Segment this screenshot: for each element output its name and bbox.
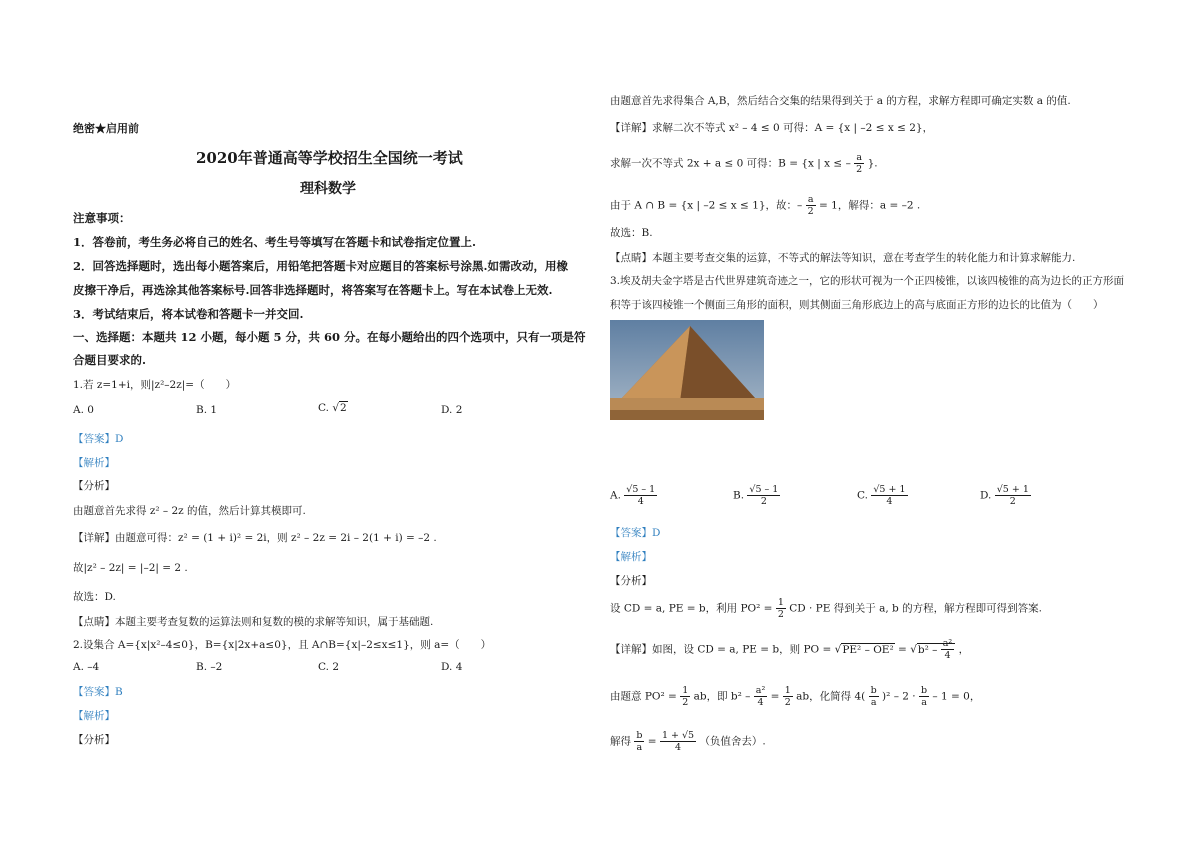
q1-option-d: D. 2 (441, 404, 463, 416)
q3-sol-post: （负值舍去）. (699, 735, 766, 748)
fraction-num (871, 484, 907, 496)
fraction-num-text: 5 – 1 (755, 484, 779, 495)
q3-option-b-label: B. (733, 489, 745, 502)
fraction-den: 2 (807, 206, 814, 217)
fraction (941, 638, 954, 661)
q2-fenxi-text: 由题意首先求得集合 A,B，然后结合交集的结果得到关于 a 的方程，求解方程即可确定实数 a 的值. (610, 95, 1071, 107)
note-3: 3．考试结束后，将本试卷和答题卡一并交回. (73, 307, 304, 321)
fraction-den: 4 (757, 697, 764, 708)
q1-option-b: B. 1 (196, 404, 218, 416)
note-2a: 2．回答选择题时，选出每小题答案后，用铅笔把答题卡对应题目的答案标号涂黑.如需改动，用橡 (73, 259, 569, 273)
fraction (869, 685, 879, 708)
q3-option-d-label: D. (980, 489, 992, 502)
fraction-num (624, 484, 657, 496)
question-3b: 积等于该四棱锥一个侧面三角形的面积，则其侧面三角形底边上的高与底面正方形的边长的比值为（ ） (610, 299, 1104, 311)
q2-fenxi: 【分析】 (73, 734, 115, 746)
q2-comment: 【点睛】本题主要考查交集的运算，不等式的解法等知识，意在考查学生的转化能力和计算求解能力. (610, 252, 1076, 264)
q3-option-a-label: A. (610, 489, 621, 502)
q2-detail-2 (610, 152, 878, 175)
sqrt-icon: √ (996, 484, 1003, 495)
fraction-den: 2 (760, 496, 767, 507)
q3-eq-mid2: = (770, 690, 780, 703)
fraction-den: a (636, 742, 643, 753)
fraction-den: 2 (856, 164, 863, 175)
q3-option-a (610, 484, 657, 507)
section-heading-b: 合题目要求的. (73, 353, 147, 367)
section-heading-a: 一、选择题：本题共 12 小题，每小题 5 分，共 60 分。在每小题给出的四个选项中，只有一项是符 (73, 330, 586, 344)
fraction-num: 1 (777, 597, 784, 608)
q1-jiexi: 【解析】 (73, 457, 115, 469)
q3-sol-pre: 解得 (610, 735, 631, 748)
fraction-num-text: 5 + 1 (1002, 484, 1029, 495)
q2-detail-3 (610, 194, 920, 217)
q1-conclusion: 故|z² – 2z| = |–2| = 2 . (73, 562, 188, 574)
fraction (747, 484, 780, 507)
q1-option-a: A. 0 (73, 404, 94, 416)
q1-fenxi: 【分析】 (73, 480, 115, 492)
q3-detail-sqrt2-pre: b² – (917, 643, 938, 656)
q3-eq-mid4: )² – 2 · (882, 690, 916, 703)
q3-detail-pre: 【详解】如图，设 CD = a, PE = b，则 PO = (610, 643, 832, 656)
q2-detail-2-pre: 求解一次不等式 2x + a ≤ 0 可得：B = {x | x ≤ – (610, 157, 851, 170)
fraction (680, 685, 690, 708)
fraction-num: 1 (682, 685, 689, 696)
q3-option-d (980, 484, 1031, 507)
q1-choose: 故选：D. (73, 591, 116, 603)
q3-detail-post: ， (958, 643, 970, 656)
note-1: 1．答卷前，考生务必将自己的姓名、考生号等填写在答题卡和试卷指定位置上. (73, 235, 477, 249)
fraction (806, 194, 816, 217)
fraction-den: a (870, 697, 877, 708)
fraction (919, 685, 929, 708)
fraction-num (995, 484, 1031, 496)
sqrt-icon: √ (910, 643, 917, 656)
fraction (871, 484, 907, 507)
fraction-num: a² (755, 685, 766, 696)
fraction-den: 4 (637, 496, 644, 507)
q3-detail-sqrt2 (917, 638, 955, 661)
pyramid-photo (610, 320, 764, 420)
fraction-den: 2 (777, 609, 784, 620)
note-2b: 皮擦干净后，再选涂其他答案标号.回答非选择题时，将答案写在答题卡上。写在本试卷上无效. (73, 283, 553, 297)
fraction (854, 152, 864, 175)
fraction-den: a (921, 697, 927, 708)
q2-detail-3-post: = 1，解得：a = –2 . (819, 199, 921, 212)
fraction-num: b (870, 685, 877, 696)
sqrt-icon: √ (749, 484, 756, 495)
q2-option-a: A. –4 (73, 661, 100, 673)
q3-setup (610, 597, 1042, 620)
fraction (634, 730, 644, 753)
q2-choose: 故选：B. (610, 227, 653, 239)
pyramid-icon (610, 320, 764, 420)
fraction-den: 4 (944, 650, 951, 661)
exam-title: 2020年普通高等学校招生全国统一考试 (196, 149, 463, 167)
q3-eq-mid3: ab，化简得 4( (796, 690, 866, 703)
q3-equation (610, 685, 980, 708)
fraction-num: a² (942, 638, 953, 649)
fraction-num-text: 5 – 1 (632, 484, 656, 495)
fraction-num: 1 + √5 (661, 730, 695, 741)
question-1: 1.若 z=1+i，则|z²–2z|=（ ） (73, 379, 237, 391)
q1-option-c-label: C. (318, 402, 329, 414)
q3-option-c (857, 484, 908, 507)
fraction-num: a (806, 194, 816, 206)
q3-setup-pre: 设 CD = a, PE = b，利用 PO² = (610, 602, 773, 615)
q1-comment: 【点睛】本题主要考查复数的运算法则和复数的模的求解等知识，属于基础题. (73, 616, 434, 628)
q1-answer: 【答案】D (73, 433, 124, 445)
sqrt-icon: √ (873, 484, 880, 495)
fraction-num: a (854, 152, 864, 164)
q3-detail-sqrt1: PE² – OE² (842, 643, 894, 656)
fraction-num-text: 5 + 1 (879, 484, 906, 495)
fraction-den: 4 (886, 496, 893, 507)
sqrt-icon: √ (626, 484, 633, 495)
q3-detail (610, 638, 969, 661)
q3-solution (610, 730, 766, 753)
q2-option-d: D. 4 (441, 661, 463, 673)
q2-option-b: B. –2 (196, 661, 223, 673)
notes-heading: 注意事项： (73, 211, 131, 225)
fraction-den: 2 (1009, 496, 1016, 507)
fraction (660, 730, 696, 753)
fraction (776, 597, 786, 620)
q3-eq-post: – 1 = 0， (932, 690, 981, 703)
question-2: 2.设集合 A={x|x²–4≤0}，B={x|2x+a≤0}，且 A∩B={x|–2≤x≤1}，则 a=（ ） (73, 639, 492, 651)
q3-setup-post: CD · PE 得到关于 a, b 的方程，解方程即可得到答案. (789, 602, 1042, 615)
secret-label: 绝密★启用前 (73, 122, 139, 135)
q2-answer: 【答案】B (73, 686, 123, 698)
fraction (624, 484, 657, 507)
fraction-den: 4 (674, 742, 682, 753)
fraction (754, 685, 767, 708)
q2-jiexi: 【解析】 (73, 710, 115, 722)
fraction-num: 1 (784, 685, 791, 696)
fraction (995, 484, 1031, 507)
sqrt-icon: √ (332, 402, 340, 414)
q1-option-c (318, 402, 348, 414)
q3-fenxi: 【分析】 (610, 575, 652, 587)
fraction-num: b (920, 685, 928, 696)
q1-option-c-value: 2 (340, 402, 347, 414)
q1-detail: 【详解】由题意可得：z² = (1 + i)² = 2i，则 z² – 2z = 2i – 2(1 + i) = –2 . (73, 532, 437, 544)
q1-fenxi-text: 由题意首先求得 z² – 2z 的值，然后计算其模即可. (73, 505, 306, 517)
q2-detail-1: 【详解】求解二次不等式 x² – 4 ≤ 0 可得：A = {x | –2 ≤ x ≤ 2}， (610, 122, 934, 134)
q2-detail-2-post: }. (867, 157, 878, 170)
fraction-den: 2 (784, 697, 791, 708)
q3-detail-mid: = (898, 643, 907, 656)
fraction-num (747, 484, 780, 496)
fraction-num: b (636, 730, 643, 741)
q3-option-b (733, 484, 780, 507)
q3-sol-mid: = (647, 735, 657, 748)
q2-option-c: C. 2 (318, 661, 340, 673)
q2-detail-3-pre: 由于 A ∩ B = {x | –2 ≤ x ≤ 1}，故：– (610, 199, 803, 212)
fraction (783, 685, 793, 708)
q3-option-c-label: C. (857, 489, 868, 502)
q3-eq-mid1: ab，即 b² – (693, 690, 751, 703)
q3-jiexi: 【解析】 (610, 551, 652, 563)
exam-subtitle: 理科数学 (300, 181, 356, 197)
q3-eq-pre: 由题意 PO² = (610, 690, 677, 703)
fraction-den: 2 (682, 697, 689, 708)
sqrt-icon: √ (834, 643, 842, 656)
q3-answer: 【答案】D (610, 527, 661, 539)
question-3a: 3.埃及胡夫金字塔是古代世界建筑奇迹之一，它的形状可视为一个正四棱锥，以该四棱锥的高为边长的正方形面 (610, 275, 1125, 287)
